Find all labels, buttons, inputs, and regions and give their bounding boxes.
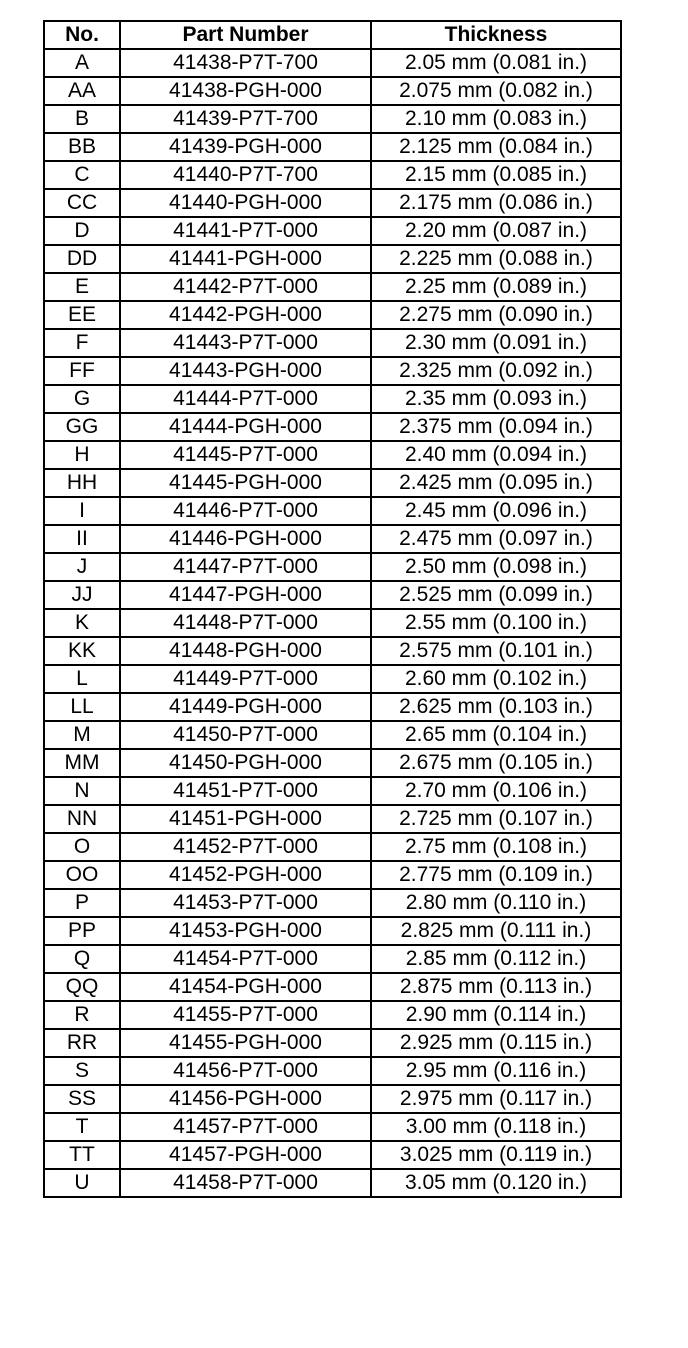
cell-part-number: 41439-P7T-700 bbox=[120, 105, 371, 133]
cell-no: E bbox=[44, 273, 120, 301]
cell-part-number: 41441-P7T-000 bbox=[120, 217, 371, 245]
table-row bbox=[44, 861, 621, 889]
cell-thickness: 2.525 mm (0.099 in.) bbox=[371, 581, 621, 609]
cell-no: PP bbox=[44, 917, 120, 945]
cell-part-number: 41449-PGH-000 bbox=[120, 693, 371, 721]
table-row bbox=[44, 329, 621, 357]
cell-thickness: 2.90 mm (0.114 in.) bbox=[371, 1001, 621, 1029]
cell-part-number: 41457-PGH-000 bbox=[120, 1141, 371, 1169]
cell-part-number: 41442-PGH-000 bbox=[120, 301, 371, 329]
cell-part-number: 41455-PGH-000 bbox=[120, 1029, 371, 1057]
cell-no: II bbox=[44, 525, 120, 553]
table-row bbox=[44, 945, 621, 973]
table-row bbox=[44, 245, 621, 273]
cell-thickness: 2.775 mm (0.109 in.) bbox=[371, 861, 621, 889]
table-body bbox=[44, 49, 621, 1197]
cell-part-number: 41452-P7T-000 bbox=[120, 833, 371, 861]
cell-thickness: 2.625 mm (0.103 in.) bbox=[371, 693, 621, 721]
header-thickness: Thickness bbox=[371, 21, 621, 49]
cell-part-number: 41442-P7T-000 bbox=[120, 273, 371, 301]
cell-no: L bbox=[44, 665, 120, 693]
cell-thickness: 2.35 mm (0.093 in.) bbox=[371, 385, 621, 413]
table-row bbox=[44, 749, 621, 777]
cell-no: R bbox=[44, 1001, 120, 1029]
cell-part-number: 41454-P7T-000 bbox=[120, 945, 371, 973]
cell-no: I bbox=[44, 497, 120, 525]
table-row bbox=[44, 1001, 621, 1029]
cell-part-number: 41448-PGH-000 bbox=[120, 637, 371, 665]
cell-thickness: 2.375 mm (0.094 in.) bbox=[371, 413, 621, 441]
cell-part-number: 41453-P7T-000 bbox=[120, 889, 371, 917]
cell-thickness: 2.425 mm (0.095 in.) bbox=[371, 469, 621, 497]
cell-part-number: 41439-PGH-000 bbox=[120, 133, 371, 161]
cell-no: LL bbox=[44, 693, 120, 721]
cell-thickness: 2.975 mm (0.117 in.) bbox=[371, 1085, 621, 1113]
cell-no: T bbox=[44, 1113, 120, 1141]
cell-no: DD bbox=[44, 245, 120, 273]
header-no: No. bbox=[44, 21, 120, 49]
cell-thickness: 2.75 mm (0.108 in.) bbox=[371, 833, 621, 861]
cell-no: S bbox=[44, 1057, 120, 1085]
cell-part-number: 41451-PGH-000 bbox=[120, 805, 371, 833]
cell-part-number: 41449-P7T-000 bbox=[120, 665, 371, 693]
cell-no: AA bbox=[44, 77, 120, 105]
cell-no: QQ bbox=[44, 973, 120, 1001]
cell-part-number: 41446-P7T-000 bbox=[120, 497, 371, 525]
cell-no: BB bbox=[44, 133, 120, 161]
cell-thickness: 3.05 mm (0.120 in.) bbox=[371, 1169, 621, 1197]
table-row bbox=[44, 1113, 621, 1141]
cell-part-number: 41454-PGH-000 bbox=[120, 973, 371, 1001]
cell-part-number: 41441-PGH-000 bbox=[120, 245, 371, 273]
cell-no: SS bbox=[44, 1085, 120, 1113]
cell-thickness: 2.575 mm (0.101 in.) bbox=[371, 637, 621, 665]
cell-part-number: 41445-P7T-000 bbox=[120, 441, 371, 469]
cell-no: Q bbox=[44, 945, 120, 973]
table-row bbox=[44, 1057, 621, 1085]
table-row bbox=[44, 133, 621, 161]
table-row bbox=[44, 1029, 621, 1057]
cell-part-number: 41444-P7T-000 bbox=[120, 385, 371, 413]
cell-thickness: 2.65 mm (0.104 in.) bbox=[371, 721, 621, 749]
cell-thickness: 2.50 mm (0.098 in.) bbox=[371, 553, 621, 581]
cell-thickness: 2.925 mm (0.115 in.) bbox=[371, 1029, 621, 1057]
cell-part-number: 41457-P7T-000 bbox=[120, 1113, 371, 1141]
table-row bbox=[44, 1141, 621, 1169]
cell-part-number: 41447-PGH-000 bbox=[120, 581, 371, 609]
shim-thickness-table bbox=[43, 20, 622, 1198]
cell-no: O bbox=[44, 833, 120, 861]
cell-part-number: 41452-PGH-000 bbox=[120, 861, 371, 889]
cell-thickness: 2.85 mm (0.112 in.) bbox=[371, 945, 621, 973]
cell-no: JJ bbox=[44, 581, 120, 609]
cell-thickness: 2.30 mm (0.091 in.) bbox=[371, 329, 621, 357]
cell-no: EE bbox=[44, 301, 120, 329]
table-row bbox=[44, 273, 621, 301]
table-row bbox=[44, 525, 621, 553]
table-row bbox=[44, 609, 621, 637]
cell-part-number: 41438-PGH-000 bbox=[120, 77, 371, 105]
cell-thickness: 2.25 mm (0.089 in.) bbox=[371, 273, 621, 301]
cell-thickness: 2.725 mm (0.107 in.) bbox=[371, 805, 621, 833]
cell-no: J bbox=[44, 553, 120, 581]
cell-no: A bbox=[44, 49, 120, 77]
cell-thickness: 2.95 mm (0.116 in.) bbox=[371, 1057, 621, 1085]
cell-no: FF bbox=[44, 357, 120, 385]
table-row bbox=[44, 441, 621, 469]
table-row bbox=[44, 189, 621, 217]
cell-part-number: 41443-PGH-000 bbox=[120, 357, 371, 385]
cell-no: GG bbox=[44, 413, 120, 441]
cell-thickness: 2.15 mm (0.085 in.) bbox=[371, 161, 621, 189]
cell-part-number: 41447-P7T-000 bbox=[120, 553, 371, 581]
cell-no: HH bbox=[44, 469, 120, 497]
cell-no: N bbox=[44, 777, 120, 805]
cell-thickness: 2.55 mm (0.100 in.) bbox=[371, 609, 621, 637]
cell-no: KK bbox=[44, 637, 120, 665]
cell-no: F bbox=[44, 329, 120, 357]
cell-thickness: 2.325 mm (0.092 in.) bbox=[371, 357, 621, 385]
cell-part-number: 41450-P7T-000 bbox=[120, 721, 371, 749]
cell-thickness: 2.45 mm (0.096 in.) bbox=[371, 497, 621, 525]
cell-thickness: 2.825 mm (0.111 in.) bbox=[371, 917, 621, 945]
table-row bbox=[44, 469, 621, 497]
cell-thickness: 2.125 mm (0.084 in.) bbox=[371, 133, 621, 161]
cell-part-number: 41450-PGH-000 bbox=[120, 749, 371, 777]
table-row bbox=[44, 357, 621, 385]
cell-part-number: 41443-P7T-000 bbox=[120, 329, 371, 357]
cell-part-number: 41446-PGH-000 bbox=[120, 525, 371, 553]
table-row bbox=[44, 693, 621, 721]
cell-part-number: 41444-PGH-000 bbox=[120, 413, 371, 441]
cell-thickness: 2.275 mm (0.090 in.) bbox=[371, 301, 621, 329]
header-part-number: Part Number bbox=[120, 21, 371, 49]
table-row bbox=[44, 665, 621, 693]
table-row bbox=[44, 721, 621, 749]
cell-thickness: 2.80 mm (0.110 in.) bbox=[371, 889, 621, 917]
cell-no: M bbox=[44, 721, 120, 749]
cell-no: MM bbox=[44, 749, 120, 777]
cell-thickness: 2.875 mm (0.113 in.) bbox=[371, 973, 621, 1001]
cell-no: RR bbox=[44, 1029, 120, 1057]
cell-no: TT bbox=[44, 1141, 120, 1169]
table-row bbox=[44, 49, 621, 77]
cell-part-number: 41456-P7T-000 bbox=[120, 1057, 371, 1085]
cell-part-number: 41438-P7T-700 bbox=[120, 49, 371, 77]
table-row bbox=[44, 217, 621, 245]
header-row bbox=[44, 21, 621, 49]
cell-thickness: 3.00 mm (0.118 in.) bbox=[371, 1113, 621, 1141]
table-row bbox=[44, 777, 621, 805]
table-row bbox=[44, 1085, 621, 1113]
table-row bbox=[44, 833, 621, 861]
cell-part-number: 41448-P7T-000 bbox=[120, 609, 371, 637]
table-row bbox=[44, 413, 621, 441]
cell-no: G bbox=[44, 385, 120, 413]
table-row bbox=[44, 77, 621, 105]
cell-part-number: 41440-PGH-000 bbox=[120, 189, 371, 217]
table-row bbox=[44, 637, 621, 665]
cell-thickness: 2.225 mm (0.088 in.) bbox=[371, 245, 621, 273]
cell-thickness: 2.40 mm (0.094 in.) bbox=[371, 441, 621, 469]
cell-part-number: 41455-P7T-000 bbox=[120, 1001, 371, 1029]
cell-no: P bbox=[44, 889, 120, 917]
cell-no: H bbox=[44, 441, 120, 469]
cell-part-number: 41456-PGH-000 bbox=[120, 1085, 371, 1113]
cell-thickness: 2.20 mm (0.087 in.) bbox=[371, 217, 621, 245]
cell-thickness: 2.10 mm (0.083 in.) bbox=[371, 105, 621, 133]
table-row bbox=[44, 973, 621, 1001]
cell-no: B bbox=[44, 105, 120, 133]
table-row bbox=[44, 889, 621, 917]
table-row bbox=[44, 1169, 621, 1197]
cell-part-number: 41451-P7T-000 bbox=[120, 777, 371, 805]
table-row bbox=[44, 105, 621, 133]
cell-thickness: 3.025 mm (0.119 in.) bbox=[371, 1141, 621, 1169]
cell-thickness: 2.175 mm (0.086 in.) bbox=[371, 189, 621, 217]
cell-no: D bbox=[44, 217, 120, 245]
cell-no: OO bbox=[44, 861, 120, 889]
table-row bbox=[44, 917, 621, 945]
cell-thickness: 2.075 mm (0.082 in.) bbox=[371, 77, 621, 105]
shim-table-container bbox=[43, 20, 622, 1198]
cell-part-number: 41458-P7T-000 bbox=[120, 1169, 371, 1197]
table-row bbox=[44, 497, 621, 525]
cell-part-number: 41440-P7T-700 bbox=[120, 161, 371, 189]
cell-no: U bbox=[44, 1169, 120, 1197]
cell-thickness: 2.675 mm (0.105 in.) bbox=[371, 749, 621, 777]
table-row bbox=[44, 385, 621, 413]
table-row bbox=[44, 161, 621, 189]
cell-thickness: 2.70 mm (0.106 in.) bbox=[371, 777, 621, 805]
cell-no: C bbox=[44, 161, 120, 189]
table-row bbox=[44, 581, 621, 609]
cell-no: CC bbox=[44, 189, 120, 217]
cell-thickness: 2.475 mm (0.097 in.) bbox=[371, 525, 621, 553]
cell-part-number: 41453-PGH-000 bbox=[120, 917, 371, 945]
cell-no: NN bbox=[44, 805, 120, 833]
table-row bbox=[44, 301, 621, 329]
cell-thickness: 2.05 mm (0.081 in.) bbox=[371, 49, 621, 77]
cell-no: K bbox=[44, 609, 120, 637]
table-row bbox=[44, 553, 621, 581]
cell-thickness: 2.60 mm (0.102 in.) bbox=[371, 665, 621, 693]
cell-part-number: 41445-PGH-000 bbox=[120, 469, 371, 497]
table-row bbox=[44, 805, 621, 833]
